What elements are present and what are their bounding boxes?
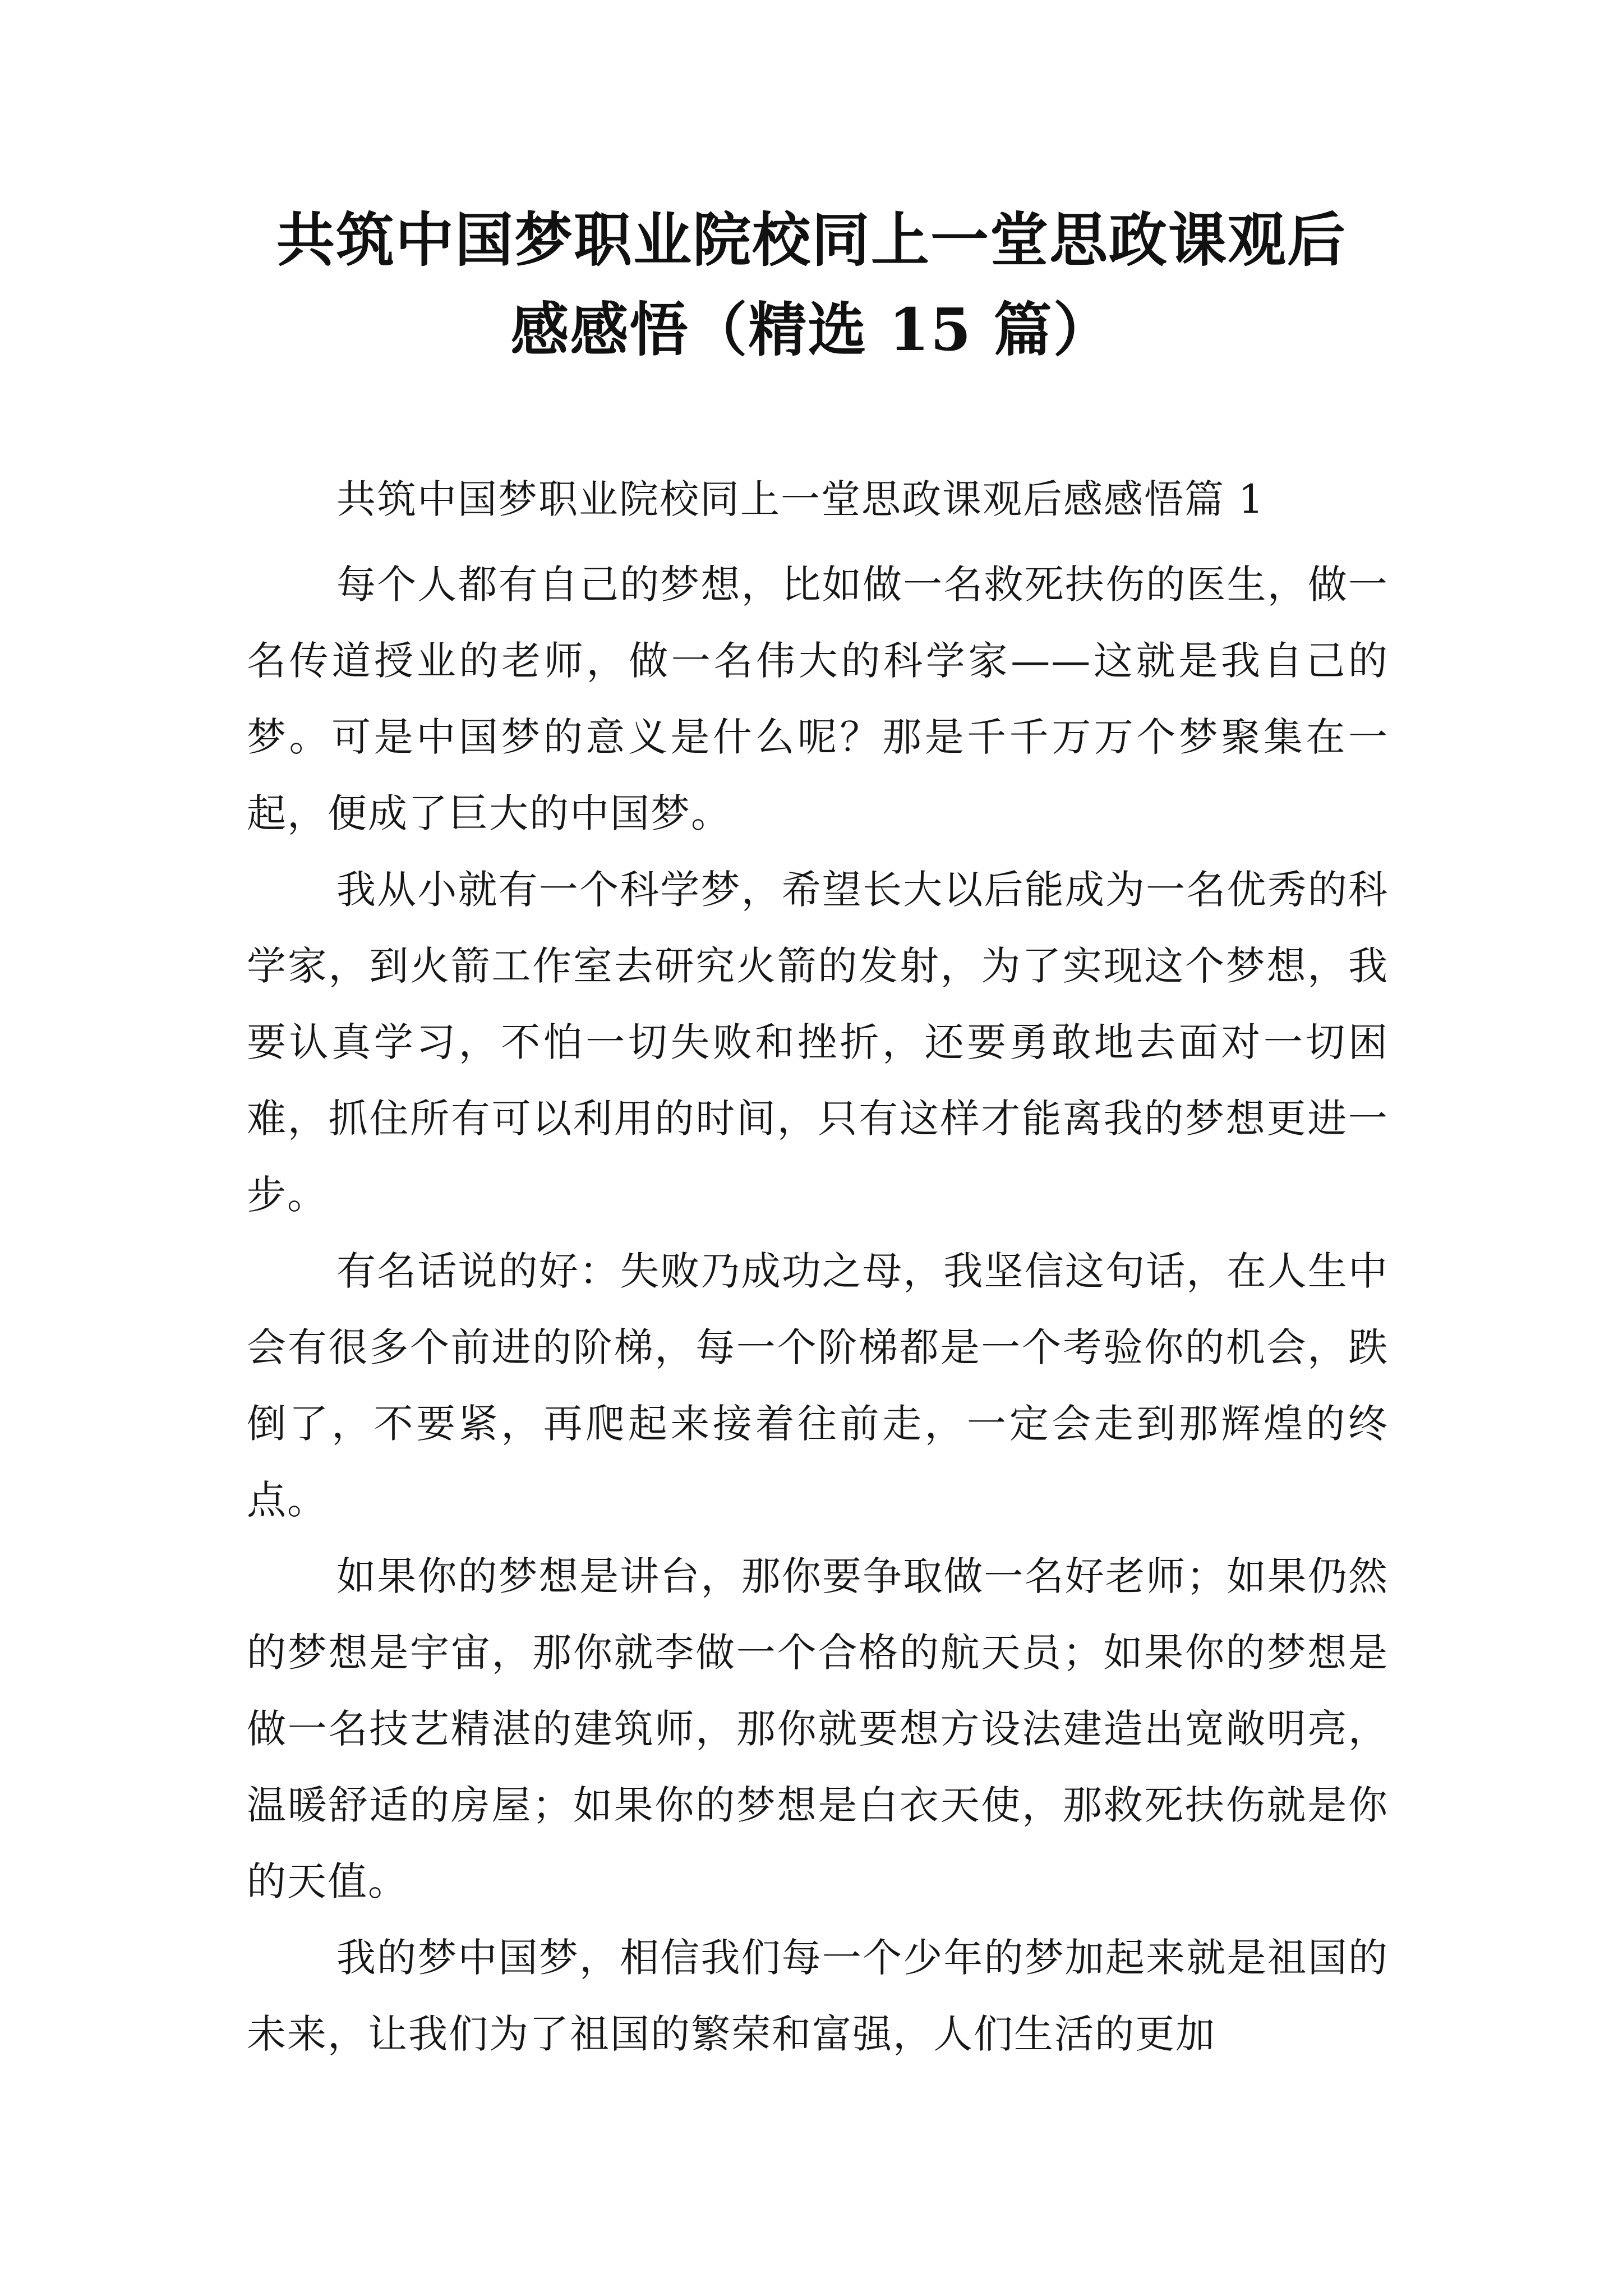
paragraph-4: 如果你的梦想是讲台，那你要争取做一名好老师；如果仍然的梦想是宇宙，那你就李做一个合格的航天员；如果你的梦想是做一名技艺精湛的建筑师，那你就要想方设法建造出宽敞明亮，温暖舒适的房屋；如果你的梦想是白衣天使，那救死扶伤就是你的天值。 <box>247 1553 1389 1904</box>
section-heading: 共筑中国梦职业院校同上一堂思政课观后感感悟篇 1 <box>336 476 1265 522</box>
paragraph-2: 我从小就有一个科学梦，希望长大以后能成为一名优秀的科学家，到火箭工作室去研究火箭的发射，为了实现这个梦想，我要认真学习，不怕一切失败和挫折，还要勇敢地去面对一切困难，抓住所有可以利用的时间，只有这样才能离我的梦想更进一步。 <box>247 867 1389 1218</box>
paragraph-1: 每个人都有自己的梦想，比如做一名救死扶伤的医生，做一名传道授业的老师，做一名伟大的科学家——这就是我自己的梦。可是中国梦的意义是什么呢？那是千千万万个梦聚集在一起，便成了巨大的中国梦。 <box>247 562 1389 836</box>
document-title-line-2: 感感悟（精选 15 篇） <box>510 295 1113 364</box>
document-title-line-1: 共筑中国梦职业院校同上一堂思政课观后 <box>276 205 1347 274</box>
document-body <box>247 461 1389 2072</box>
paragraph-5: 我的梦中国梦，相信我们每一个少年的梦加起来就是祖国的未来，让我们为了祖国的繁荣和富强，人们生活的更加 <box>247 1935 1389 2057</box>
paragraph-3: 有名话说的好：失败乃成功之母，我坚信这句话，在人生中会有很多个前进的阶梯，每一个阶梯都是一个考验你的机会，跌倒了，不要紧，再爬起来接着往前走，一定会走到那辉煌的终点。 <box>247 1248 1389 1523</box>
